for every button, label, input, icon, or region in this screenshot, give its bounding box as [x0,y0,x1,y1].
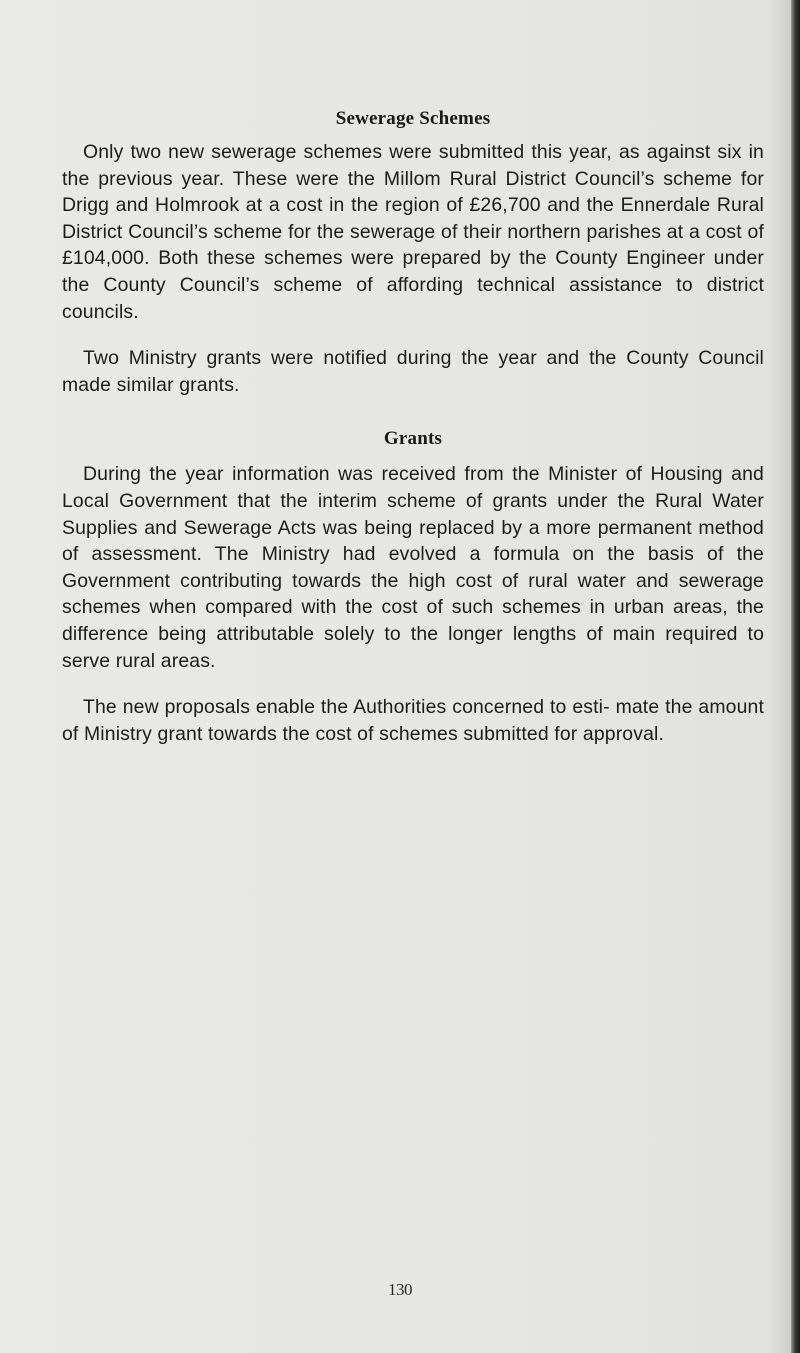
binding-shadow [769,0,791,1353]
page-content [62,108,764,747]
binding-edge [791,0,800,1353]
section-heading-grants: Grants [383,428,443,450]
page-number: 130 [388,1280,412,1299]
paragraph-ministry-grants-notified: Two Ministry grants were notified during the year and the County Council made similar grants. [62,347,764,396]
section-heading-sewerage-schemes: Sewerage Schemes [335,108,491,129]
paragraph-grants-formula: During the year information was received from the Minister of Housing and Local Government that the interim scheme of grants under the Rural Water Supplies and Sewerage Acts was being replaced by a more permanent method of assessment. The Ministry had evolved a formula on the basis of the Government contributing towards the high cost of rural water and sewerage schemes when compared with the cost of such schemes in urban areas, the difference being attributable solely to the longer lengths of main required to serve rural areas. [62,463,764,672]
paragraph-new-proposals: The new proposals enable the Authorities concerned to esti- mate the amount of Ministry grant towards the cost of schemes submitted for approval. [62,696,764,745]
paragraph-sewerage-schemes-submitted: Only two new sewerage schemes were submitted this year, as against six in the previous year. These were the Millom Rural District Council’s scheme for Drigg and Holmrook at a cost in the region of £26,700 and the Ennerdale Rural District Council’s scheme for the sewerage of their northern parishes at a cost of £104,000. Both these schemes were prepared by the County Engineer under the County Council’s scheme of affording technical assistance to district councils. [62,141,764,323]
